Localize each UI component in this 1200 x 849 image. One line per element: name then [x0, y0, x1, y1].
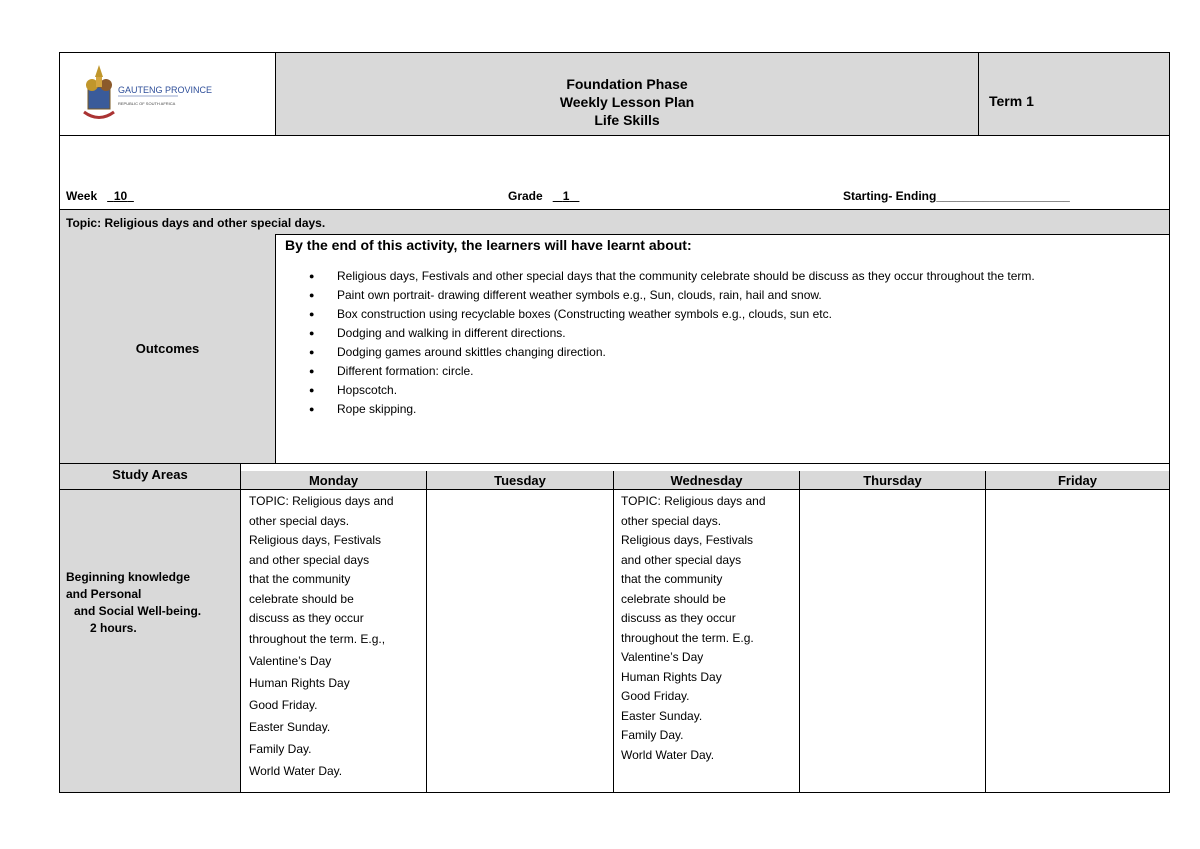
header-title-cell [276, 53, 979, 135]
topic-text: Topic: Religious days and other special days. [66, 216, 326, 230]
monday-line: Valentine’s Day [249, 653, 332, 668]
starting-ending-field [843, 189, 1070, 203]
week-label: Week [66, 189, 98, 203]
day-header-tuesday [427, 471, 614, 490]
monday-line: Easter Sunday. [249, 719, 331, 734]
monday-line: Family Day. [249, 741, 312, 756]
outcomes-list [285, 267, 1169, 419]
wednesday-line: Family Day. [621, 728, 684, 742]
gauteng-coat-of-arms-logo [80, 57, 213, 127]
outcomes-label: Outcomes [135, 341, 200, 356]
topic-row [60, 209, 1169, 235]
monday-cell [241, 490, 427, 792]
outcomes-heading: By the end of this activity, the learners will have learnt about: [285, 237, 692, 253]
grade-label: Grade [508, 189, 543, 203]
monday-line: Human Rights Day [249, 675, 350, 690]
wednesday-line: throughout the term. E.g. [621, 630, 754, 645]
list-item: ● Hopscotch. [309, 381, 1169, 400]
monday-line: Good Friday. [249, 697, 318, 712]
header-title-line-3: Life Skills [594, 112, 660, 128]
monday-line: TOPIC: Religious days and [249, 494, 394, 508]
monday-line: that the community [249, 572, 351, 586]
wednesday-line: World Water Day. [621, 747, 715, 762]
outcomes-content-cell [276, 234, 1169, 463]
study-area-line: Beginning knowledge [66, 570, 191, 584]
monday-line: discuss as they occur [249, 611, 364, 625]
grade-value: 1 [562, 189, 570, 203]
wednesday-line: that the community [621, 572, 723, 586]
header-title-line-1: Foundation Phase [566, 76, 688, 92]
term-cell [979, 53, 1169, 135]
day-header-thursday [800, 471, 986, 490]
study-areas-label: Study Areas [112, 467, 188, 482]
week-field [66, 189, 134, 203]
wednesday-line: discuss as they occur [621, 611, 736, 625]
list-item: ● Paint own portrait- drawing different weather symbols e.g., Sun, clouds, rain, hail and snow. [309, 286, 1169, 305]
monday-line: throughout the term. E.g., [249, 631, 386, 646]
study-area-line: and Social Well-being. [74, 604, 202, 618]
lesson-plan-page [59, 52, 1170, 793]
header-divider [60, 135, 1169, 136]
day-header-friday [986, 471, 1169, 490]
day-label-friday: Friday [1057, 473, 1097, 488]
friday-cell [986, 490, 1169, 792]
wednesday-cell [614, 490, 800, 792]
study-areas-header [60, 464, 241, 490]
wednesday-line: other special days. [621, 513, 722, 528]
header-title-line-2: Weekly Lesson Plan [559, 94, 695, 110]
wednesday-line: Religious days, Festivals [621, 533, 754, 547]
wednesday-line: and other special days [621, 552, 742, 567]
list-item: ● Dodging and walking in different directions. [309, 324, 1169, 343]
day-header-wednesday [614, 471, 800, 490]
starting-ending-blank: ____________________ [936, 189, 1070, 203]
study-area-line: and Personal [66, 587, 142, 601]
day-label-wednesday: Wednesday [670, 473, 743, 488]
list-item: ● Box construction using recyclable boxes (Constructing weather symbols e.g., clouds, sun etc. [309, 305, 1169, 324]
week-value: 10 [113, 189, 128, 203]
day-label-monday: Monday [308, 473, 359, 488]
wednesday-line: Good Friday. [621, 689, 690, 703]
monday-line: Religious days, Festivals [249, 533, 382, 547]
study-area-line: 2 hours. [90, 621, 137, 635]
starting-ending-label: Starting- Ending [843, 189, 937, 203]
monday-line: and other special days [249, 552, 370, 567]
term-label: Term 1 [989, 93, 1034, 109]
wednesday-line: TOPIC: Religious days and [621, 494, 766, 508]
day-label-thursday: Thursday [863, 473, 922, 488]
list-item: ● Rope skipping. [309, 400, 1169, 419]
wednesday-line: Easter Sunday. [621, 708, 703, 723]
monday-line: other special days. [249, 513, 350, 528]
thursday-cell [800, 490, 986, 792]
wednesday-line: Valentine’s Day [621, 650, 704, 664]
list-item: ● Dodging games around skittles changing direction. [309, 343, 1169, 362]
tuesday-cell [427, 490, 614, 792]
grade-field [508, 189, 579, 203]
monday-line: celebrate should be [249, 591, 354, 606]
study-area-cell [60, 490, 241, 792]
list-item: ● Religious days, Festivals and other special days that the community celebrate should be discuss as they occur throughout the term. [309, 267, 1169, 286]
logo-cell [60, 53, 276, 135]
day-label-tuesday: Tuesday [494, 473, 546, 488]
day-header-monday [241, 471, 427, 490]
wednesday-line: Human Rights Day [621, 669, 722, 684]
logo-text: GAUTENG PROVINCE [118, 85, 213, 95]
outcomes-label-cell [60, 234, 276, 463]
monday-line: World Water Day. [249, 763, 343, 778]
wednesday-line: celebrate should be [621, 591, 726, 606]
logo-subtext: REPUBLIC OF SOUTH AFRICA [118, 101, 176, 106]
list-item: ● Different formation: circle. [309, 362, 1169, 381]
